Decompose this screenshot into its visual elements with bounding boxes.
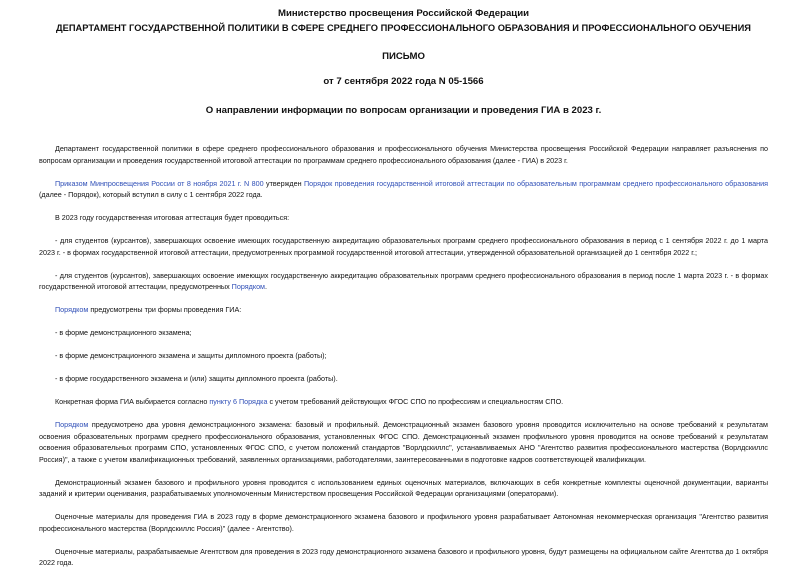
paragraph-text: (далее - Порядок), который вступил в силу с 1 сентября 2022 года. (39, 190, 263, 199)
paragraph-agency-develops: Оценочные материалы для проведения ГИА в 2023 году в форме демонстрационного экзамена базового и профильного уровня разрабатывает Автономная некоммерческая организация "Агентство развития профессионального мастерства (Ворлдскиллс Россия)" (далее - Агентство). (39, 512, 768, 533)
paragraph-2023: В 2023 году государственная итоговая аттестация будет проводиться: (55, 213, 290, 222)
list-item-form-1: - в форме демонстрационного экзамена; (55, 328, 192, 337)
procedure-link[interactable]: Порядком (55, 420, 89, 429)
paragraph-two-levels (39, 419, 768, 465)
document-date-number: от 7 сентября 2022 года N 05-1566 (323, 76, 484, 87)
paragraph-three-forms (39, 304, 768, 316)
department-name: ДЕПАРТАМЕНТ ГОСУДАРСТВЕННОЙ ПОЛИТИКИ В СФЕРЕ СРЕДНЕГО ПРОФЕССИОНАЛЬНОГО ОБРАЗОВАНИЯ И ПРОФЕССИОНАЛЬНОГО ОБУЧЕНИЯ (56, 23, 751, 33)
procedure-link[interactable]: Порядком (55, 305, 89, 314)
document-type: ПИСЬМО (382, 51, 425, 62)
paragraph-text: с учетом требований действующих ФГОС СПО по профессиям и специальностям СПО. (267, 397, 564, 406)
paragraph-specific-form (39, 396, 768, 408)
ministry-name: Министерство просвещения Российской Федерации (278, 8, 529, 19)
document-subject: О направлении информации по вопросам организации и проведения ГИА в 2023 г. (205, 105, 602, 116)
paragraph-text: . (265, 282, 268, 291)
procedure-link[interactable]: Порядок проведения государственной итоговой аттестации по образовательным программам среднего профессионального образования (304, 178, 769, 188)
paragraph-text: Конкретная форма ГИА выбирается согласно (55, 397, 210, 406)
list-item-after-march (39, 270, 768, 293)
order-link[interactable]: Приказом Минпросвещения России от 8 ноября 2021 г. N 800 (55, 178, 264, 188)
procedure-link[interactable]: Порядком (231, 282, 266, 291)
list-item-form-2: - в форме демонстрационного экзамена и защиты дипломного проекта (работы); (55, 351, 327, 360)
paragraph-intro: Департамент государственной политики в сфере среднего профессионального образования и профессионального обучения Министерства просвещения Российской Федерации направляет разъяснения по вопросам организации и проведения государственной итоговой аттестации по программам среднего профессионального образования (далее - ГИА) в 2023 г. (39, 144, 768, 165)
clause-6-link[interactable]: пункту 6 Порядка (209, 397, 268, 406)
list-item-form-3: - в форме государственного экзамена и (или) защиты дипломного проекта (работы). (55, 374, 338, 383)
list-item-before-march: - для студентов (курсантов), завершающих освоение имеющих государственную аккредитацию образовательных программ среднего профессионального образования в период с 1 сентября 2022 г. до 1 марта 2023 г. - в формах государственной итоговой аттестации, предусмотренных программой государственной итоговой аттестации, утвержденной образовательной организацией до 1 сентября 2022 г.; (39, 236, 768, 257)
paragraph-text: утвержден (263, 178, 304, 188)
paragraph-text: - для студентов (курсантов), завершающих освоение имеющих государственную аккредитацию образовательных программ среднего профессионального образования в период после 1 марта 2023 г. - в формах государственной итоговой аттестации, предусмотренных (39, 270, 768, 291)
paragraph-unified-materials: Демонстрационный экзамен базового и профильного уровня проводится с использованием единых оценочных материалов, включающих в себя конкретные комплекты оценочной документации, варианты заданий и критерии оценивания, разрабатываемых уполномоченным Министерством просвещения Российской Федерации организациями (операторами). (39, 477, 768, 498)
paragraph-text: предусмотрено два уровня демонстрационного экзамена: базовый и профильный. Демонстрационный экзамен базового уровня проводится исключительно на основе требований к результатам освоения образовательных программ среднего профессионального образования, установленных ФГОС СПО. Демонстрационный экзамен профильного уровня проводится на основе требований к результатам освоения образовательных программ СПО, установленных ФГОС СПО, с учетом положений стандартов "Ворлдскиллс", устанавливаемых АНО "Агентство развития профессионального мастерства (Ворлдскиллс Россия)", а также с учетом квалификационных требований, заявленных организациями, работодателями, заинтересованными в подготовке кадров соответствующей квалификации. (39, 420, 768, 464)
document-body (39, 143, 768, 569)
paragraph-agency-publishes: Оценочные материалы, разрабатываемые Агентством для проведения в 2023 году демонстрационного экзамена базового и профильного уровня, будут размещены на официальном сайте Агентства до 1 октября 2022 года. (39, 546, 768, 567)
paragraph-text: предусмотрены три формы проведения ГИА: (88, 305, 242, 314)
paragraph-order (39, 178, 768, 201)
